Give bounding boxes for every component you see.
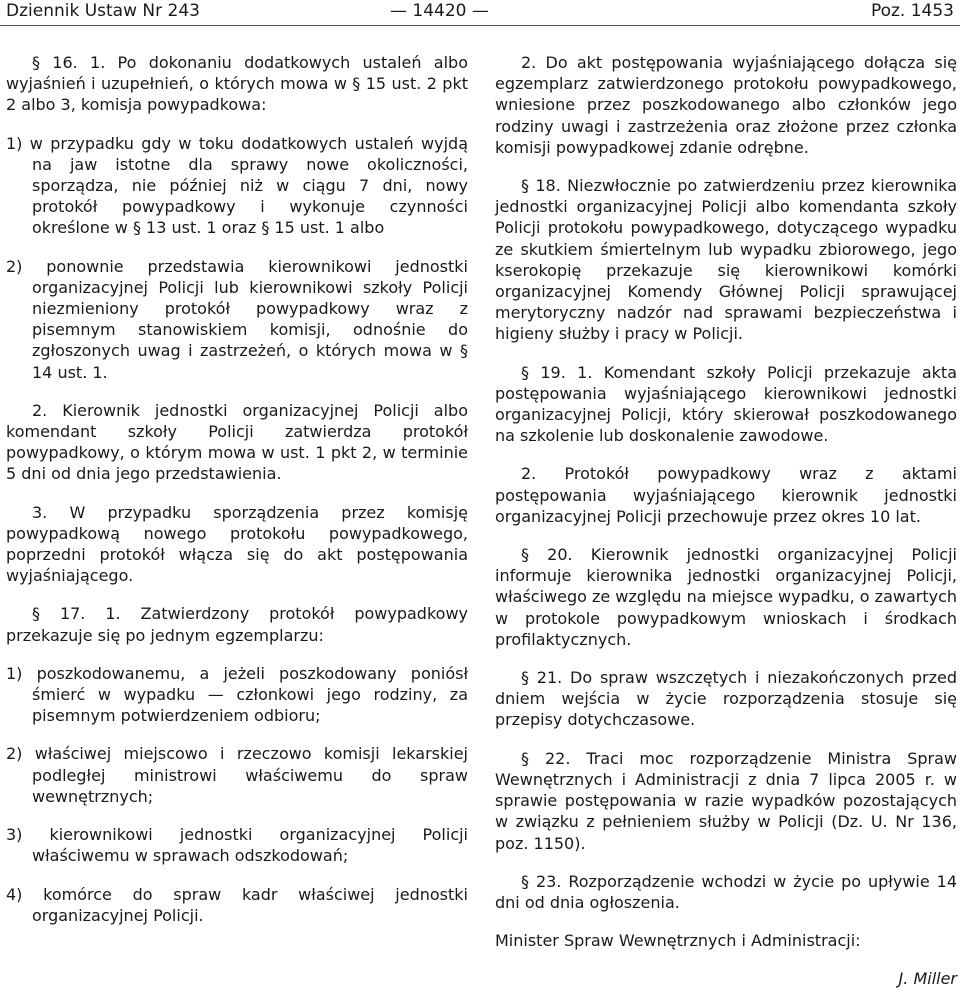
signature-title: Minister Spraw Wewnętrznych i Administracji: <box>495 931 861 951</box>
paragraph-19-1: § 19. 1. Komendant szkoły Policji przekazuje akta postępowania wyjaśniającego kierownikowi jednostki organizacyjnej Policji, który skierował poszkodowanego na szkolenie lub doskonalenie zawodowe. <box>495 362 957 446</box>
paragraph-20: § 20. Kierownik jednostki organizacyjnej Policji informuje kierownika jednostki organizacyjnej Policji, właściwego ze względu na miejsce wypadku, o zawartych w protokole powypadkowym wnioskach i środkach profilaktycznych. <box>495 545 958 649</box>
list-item-16-1-2: 2) ponownie przedstawia kierownikowi jednostki organizacyjnej Policji lub kierownikowi szkoły Policji niezmieniony protokół powypadkowy wraz z pisemnym stanowiskiem komisji, odnośnie do zgłoszonych uwag i zastrzeżeń, o których mowa w § 14 ust. 1. <box>6 256 468 382</box>
header-rule <box>0 25 960 26</box>
paragraph-21: § 21. Do spraw wszczętych i niezakończonych przed dniem wejścia w życie rozporządzenia stosuje się przepisy dotychczasowe. <box>495 668 957 730</box>
paragraph-16-3: 3. W przypadku sporządzenia przez komisję powypadkową nowego protokołu powypadkowego, poprzedni protokół włącza się do akt postępowania wyjaśniającego. <box>6 502 468 586</box>
position-number: Poz. 1453 <box>870 1 954 21</box>
paragraph-23: § 23. Rozporządzenie wchodzi w życie po upływie 14 dni od dnia ogłoszenia. <box>495 871 957 912</box>
paragraph-19-2: 2. Protokół powypadkowy wraz z aktami postępowania wyjaśniającego kierownik jednostki organizacyjnej Policji przechowuje przez okres 10 lat. <box>495 464 957 526</box>
paragraph-22: § 22. Traci moc rozporządzenie Ministra Spraw Wewnętrznych i Administracji z dnia 7 lipca 2005 r. w sprawie postępowania w razie wypadków pozostających w związku z pełnieniem służby w Policji (Dz. U. Nr 136, poz. 1150). <box>495 748 957 853</box>
list-item-16-1-1: 1) w przypadku gdy w toku dodatkowych ustaleń wyjdą na jaw istotne dla sprawy nowe okoliczności, sporządza, nie później niż w ciągu 7 dni, nowy protokół powypadkowy i wykonuje czynności określone w § 13 ust. 1 oraz § 15 ust. 1 albo <box>6 133 468 238</box>
right-column <box>495 52 957 1007</box>
list-item-17-1-2: 2) właściwej miejscowo i rzeczowo komisji lekarskiej podległej ministrowi właściwemu do spraw wewnętrznych; <box>6 744 468 806</box>
signature-name: J. Miller <box>898 969 957 989</box>
paragraph-17-2: 2. Do akt postępowania wyjaśniającego dołącza się egzemplarz zatwierdzonego protokołu powypadkowego, wniesione przez poszkodowanego albo członków jego rodziny uwagi i zastrzeżenia oraz złożone przez członka komisji powypadkowej zdanie odrębne. <box>495 53 957 157</box>
left-column <box>6 52 468 943</box>
journal-title: Dziennik Ustaw Nr 243 <box>6 1 200 21</box>
list-item-17-1-1: 1) poszkodowanemu, a jeżeli poszkodowany poniósł śmierć w wypadku — członkowi jego rodziny, za pisemnym potwierdzeniem odbioru; <box>6 663 468 726</box>
paragraph-16-1: § 16. 1. Po dokonaniu dodatkowych ustaleń albo wyjaśnień i uzupełnień, o których mowa w § 15 ust. 2 pkt 2 albo 3, komisja powypadkowa: <box>6 53 468 115</box>
paragraph-17-1: § 17. 1. Zatwierdzony protokół powypadkowy przekazuje się po jednym egzemplarzu: <box>6 604 468 645</box>
paragraph-18: § 18. Niezwłocznie po zatwierdzeniu przez kierownika jednostki organizacyjnej Policji albo komendanta szkoły Policji protokołu powypadkowego, dotyczącego wypadku ze skutkiem śmiertelnym lub wypadku zbiorowego, jego kserokopię przekazuje się kierownikowi komórki organizacyjnej Komendy Głównej Policji sprawującej merytoryczny nadzór nad sprawami bezpieczeństwa i higieny służby i pracy w Policji. <box>495 176 957 344</box>
list-item-17-1-4: 4) komórce do spraw kadr właściwej jednostki organizacyjnej Policji. <box>6 884 468 925</box>
paragraph-16-2: 2. Kierownik jednostki organizacyjnej Policji albo komendant szkoły Policji zatwierdza protokół powypadkowy, o którym mowa w ust. 1 pkt 2, w terminie 5 dni od dnia jego przedstawienia. <box>6 400 468 484</box>
page-header <box>0 0 960 24</box>
list-item-17-1-3: 3) kierownikowi jednostki organizacyjnej Policji właściwemu w sprawach odszkodowań; <box>6 825 468 866</box>
page-number: — 14420 — <box>390 1 489 21</box>
